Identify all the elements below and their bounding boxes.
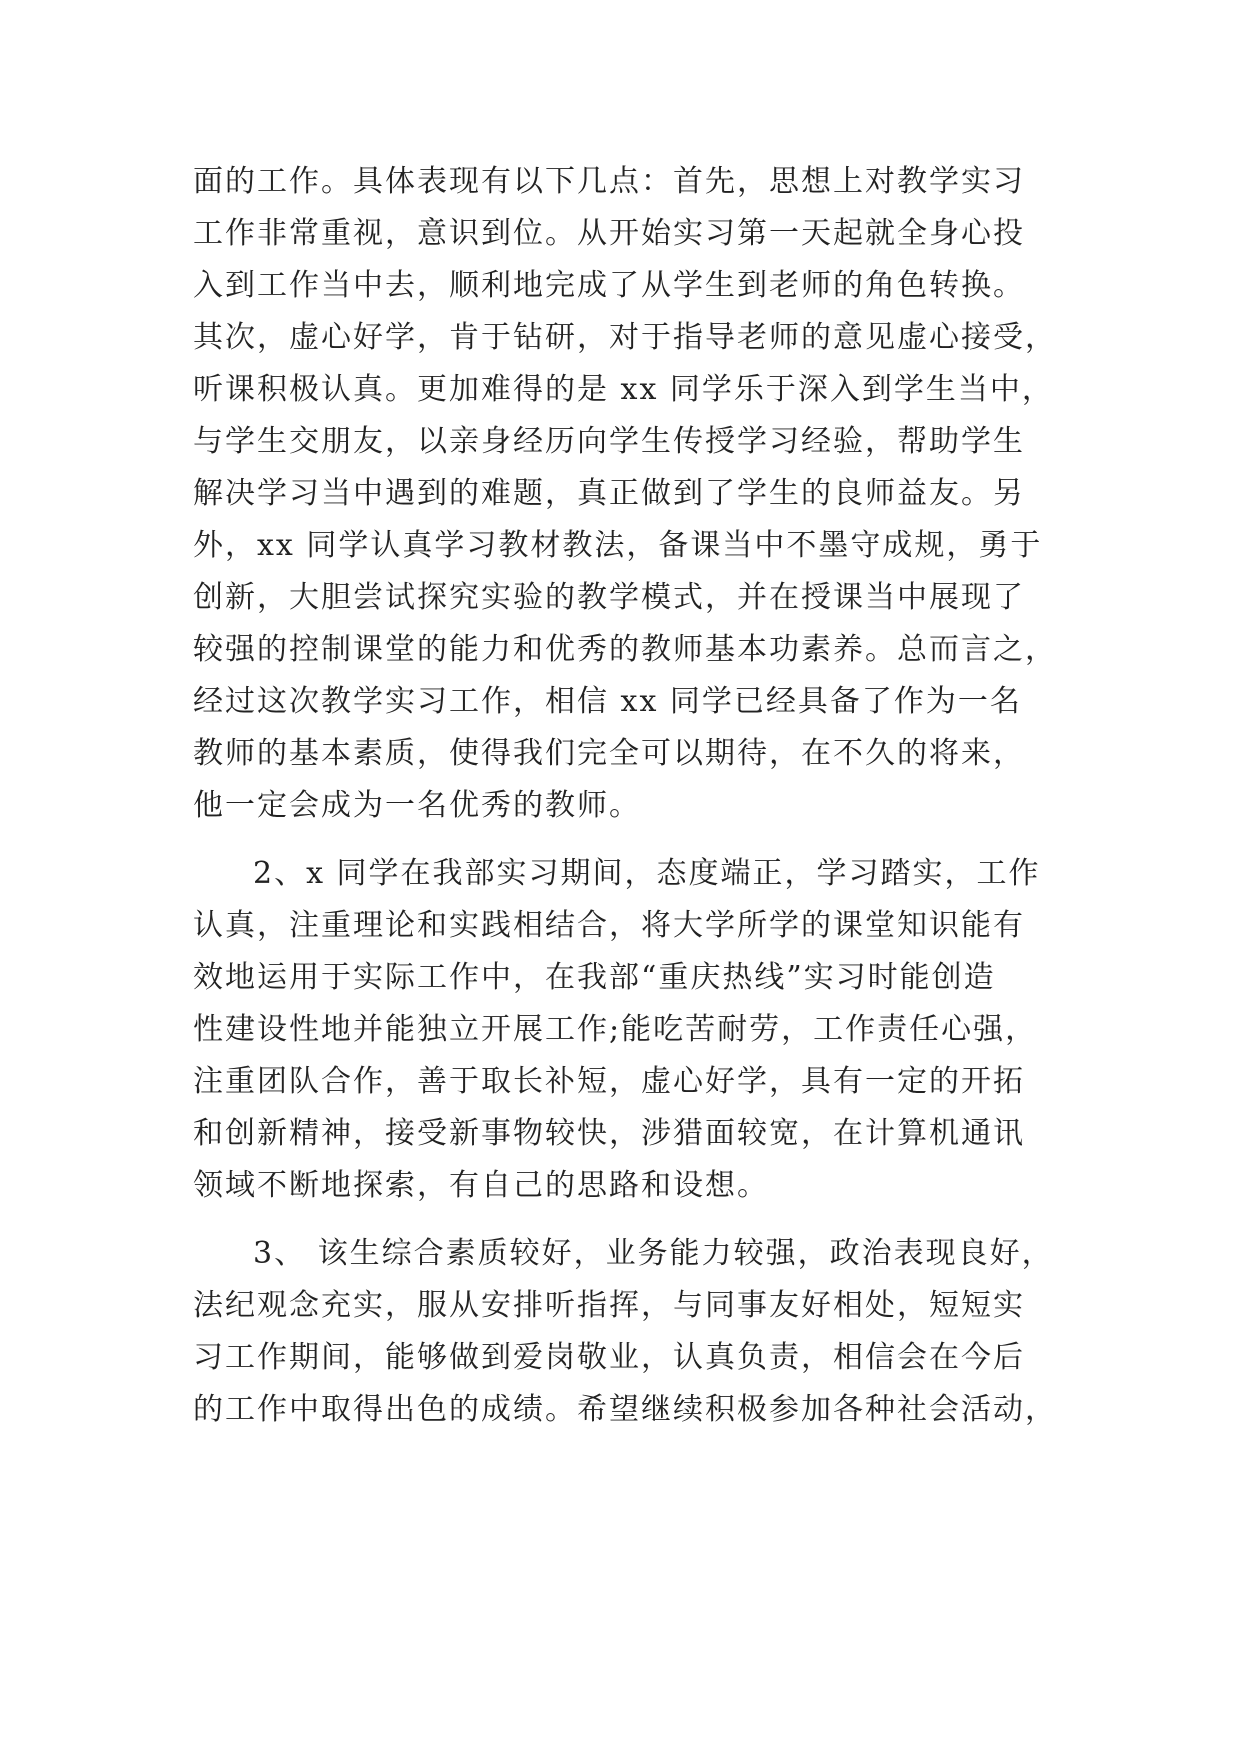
paragraph-gap bbox=[193, 1212, 1073, 1228]
text-line: 的工作中取得出色的成绩。希望继续积极参加各种社会活动， bbox=[193, 1392, 1057, 1427]
text-line: 注重团队合作，善于取长补短，虚心好学，具有一定的开拓 bbox=[193, 1064, 1025, 1099]
text-line: 他一定会成为一名优秀的教师。 bbox=[193, 788, 641, 823]
paragraph-gap bbox=[193, 832, 1073, 848]
text-line: 领域不断地探索，有自己的思路和设想。 bbox=[193, 1168, 769, 1203]
text-line: 2、x 同学在我部实习期间，态度端正，学习踏实，工作 bbox=[253, 856, 1041, 891]
text-line: 创新，大胆尝试探究实验的教学模式，并在授课当中展现了 bbox=[193, 580, 1025, 615]
text-line: 听课积极认真。更加难得的是 xx 同学乐于深入到学生当中， bbox=[193, 372, 1054, 407]
text-line: 认真，注重理论和实践相结合，将大学所学的课堂知识能有 bbox=[193, 908, 1025, 943]
text-line: 与学生交朋友，以亲身经历向学生传授学习经验，帮助学生 bbox=[193, 424, 1025, 459]
text-line: 法纪观念充实，服从安排听指挥，与同事友好相处，短短实 bbox=[193, 1288, 1025, 1323]
text-line: 较强的控制课堂的能力和优秀的教师基本功素养。总而言之， bbox=[193, 632, 1057, 667]
text-line: 面的工作。具体表现有以下几点：首先，思想上对教学实习 bbox=[193, 164, 1025, 199]
text-line: 入到工作当中去，顺利地完成了从学生到老师的角色转换。 bbox=[193, 268, 1025, 303]
text-line: 3、 该生综合素质较好，业务能力较强，政治表现良好， bbox=[253, 1236, 1054, 1271]
paragraph-2 bbox=[193, 848, 1073, 1212]
paragraph-1 bbox=[193, 156, 1073, 832]
text-line: 习工作期间，能够做到爱岗敬业，认真负责，相信会在今后 bbox=[193, 1340, 1025, 1375]
text-line: 和创新精神，接受新事物较快，涉猎面较宽，在计算机通讯 bbox=[193, 1116, 1025, 1151]
text-line: 效地运用于实际工作中，在我部“重庆热线”实习时能创造 bbox=[193, 960, 996, 995]
text-line: 经过这次教学实习工作，相信 xx 同学已经具备了作为一名 bbox=[193, 684, 1022, 719]
text-line: 解决学习当中遇到的难题，真正做到了学生的良师益友。另 bbox=[193, 476, 1025, 511]
text-line: 教师的基本素质，使得我们完全可以期待，在不久的将来， bbox=[193, 736, 1025, 771]
text-line: 其次，虚心好学，肯于钻研，对于指导老师的意见虚心接受， bbox=[193, 320, 1057, 355]
text-line: 工作非常重视，意识到位。从开始实习第一天起就全身心投 bbox=[193, 216, 1025, 251]
document-body bbox=[193, 156, 1073, 1436]
text-line: 外，xx 同学认真学习教材教法，备课当中不墨守成规，勇于 bbox=[193, 528, 1043, 563]
paragraph-3 bbox=[193, 1228, 1073, 1436]
text-line: 性建设性地并能独立开展工作;能吃苦耐劳，工作责任心强， bbox=[193, 1012, 1038, 1047]
